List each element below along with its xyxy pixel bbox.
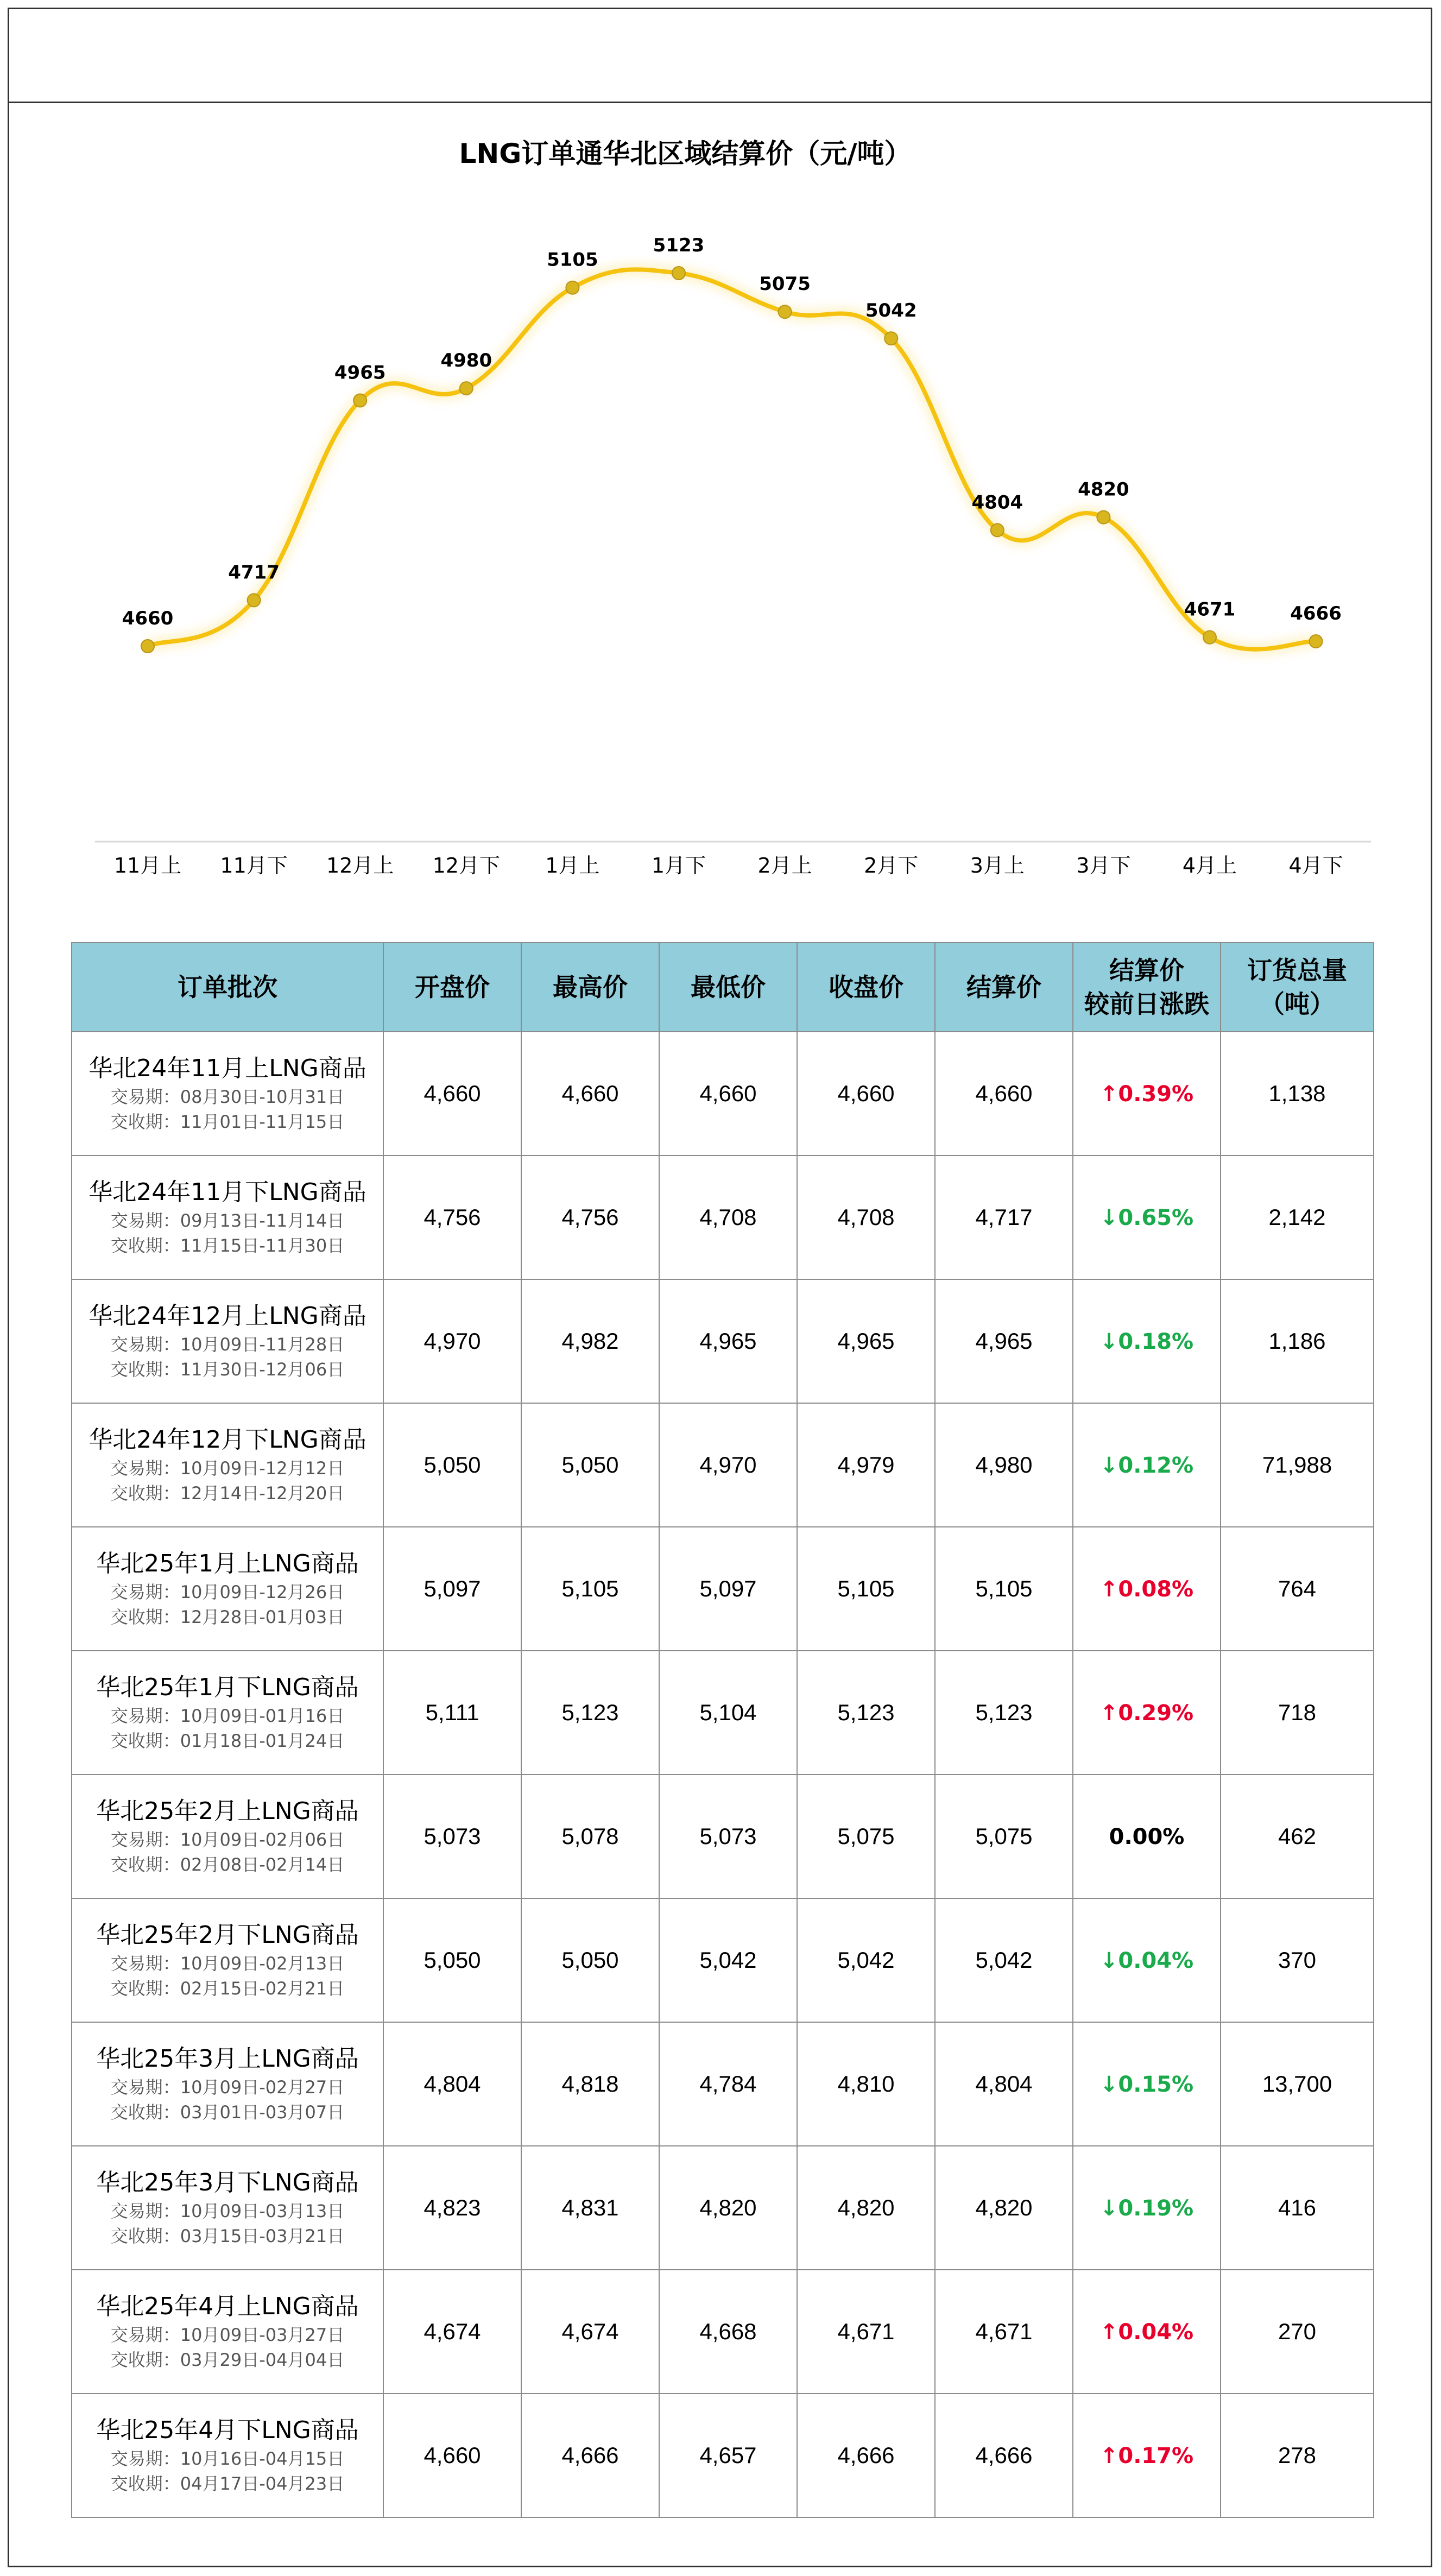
x-tick-label: 3月上 [970,854,1025,877]
x-tick-label: 4月下 [1288,854,1343,877]
table-row [72,1651,1374,1775]
table-row [72,2270,1374,2394]
table-row [72,1403,1374,1527]
low-price-cell: 4,708 [659,1156,797,1279]
change-cell [1073,2146,1221,2270]
batch-name: 华北25年4月上LNG商品 [96,2293,359,2320]
settle-price-cell: 4,820 [935,2146,1073,2270]
change-cell [1073,1898,1221,2022]
data-label: 5075 [759,273,811,295]
data-label: 5042 [865,300,917,322]
high-price-cell: 5,050 [521,1403,659,1527]
batch-period: 交收期：02月15日-02月21日 [110,1978,345,1999]
data-point[interactable] [991,523,1004,536]
volume-cell: 278 [1221,2394,1374,2517]
table-row [72,1527,1374,1651]
data-label: 4820 [1078,478,1129,501]
volume-cell: 764 [1221,1527,1374,1651]
x-tick-label: 2月下 [864,854,919,877]
batch-period: 交易期：08月30日-10月31日 [110,1087,345,1107]
close-price-cell: 5,075 [797,1775,935,1898]
table-body [72,1032,1374,2517]
column-header: 订单批次 [72,943,383,1032]
batch-period: 交易期：10月09日-03月13日 [110,2201,345,2221]
open-price-cell: 4,970 [383,1279,521,1403]
column-header: 订货总量 （吨） [1221,943,1374,1032]
batch-cell [72,1279,383,1403]
close-price-cell: 4,708 [797,1156,935,1279]
low-price-cell: 5,042 [659,1898,797,2022]
batch-cell [72,1898,383,2022]
volume-cell: 71,988 [1221,1403,1374,1527]
batch-period: 交收期：03月29日-04月04日 [110,2350,345,2370]
batch-name: 华北25年2月下LNG商品 [96,1921,359,1949]
settle-price-cell: 4,671 [935,2270,1073,2394]
batch-period: 交收期：03月01日-03月07日 [110,2102,345,2123]
open-price-cell: 4,660 [383,2394,521,2517]
data-point[interactable] [353,394,366,407]
close-price-cell: 4,965 [797,1279,935,1403]
batch-period: 交易期：10月09日-02月13日 [110,1953,345,1974]
batch-name: 华北24年12月下LNG商品 [89,1426,366,1454]
batch-name: 华北25年1月下LNG商品 [96,1674,359,1701]
batch-period: 交易期：10月09日-03月27日 [110,2325,345,2345]
close-price-cell: 5,042 [797,1898,935,2022]
high-price-cell: 4,666 [521,2394,659,2517]
volume-cell: 2,142 [1221,1156,1374,1279]
high-price-cell: 4,818 [521,2022,659,2146]
x-tick-label: 1月上 [545,854,600,877]
batch-cell [72,1651,383,1775]
open-price-cell: 4,756 [383,1156,521,1279]
settle-price-cell: 4,666 [935,2394,1073,2517]
change-value: 0.00% [1109,1824,1185,1849]
batch-cell [72,1032,383,1156]
data-label: 4660 [122,608,174,629]
batch-cell [72,2022,383,2146]
open-price-cell: 5,097 [383,1527,521,1651]
column-header: 结算价 较前日涨跌 [1073,943,1221,1032]
x-tick-label: 12月上 [326,854,394,877]
table-row [72,1279,1374,1403]
table-row [72,2394,1374,2517]
low-price-cell: 4,820 [659,2146,797,2270]
data-point[interactable] [672,267,685,280]
settle-price-cell: 4,980 [935,1403,1073,1527]
batch-name: 华北25年3月上LNG商品 [96,2045,359,2073]
high-price-cell: 4,660 [521,1032,659,1156]
volume-cell: 370 [1221,1898,1374,2022]
data-label: 4671 [1184,598,1236,621]
batch-period: 交易期：10月09日-02月06日 [110,1829,345,1850]
batch-name: 华北24年11月上LNG商品 [89,1055,366,1082]
batch-period: 交易期：09月13日-11月14日 [110,1210,345,1231]
x-tick-label: 2月上 [757,854,812,877]
x-tick-label: 12月下 [432,854,500,877]
change-value: ↓0.04% [1099,1948,1194,1973]
column-header: 开盘价 [383,943,521,1032]
settle-price-cell: 5,105 [935,1527,1073,1651]
change-cell [1073,1279,1221,1403]
high-price-cell: 5,105 [521,1527,659,1651]
open-price-cell: 4,804 [383,2022,521,2146]
open-price-cell: 4,660 [383,1032,521,1156]
settle-price-cell: 4,965 [935,1279,1073,1403]
change-value: ↑0.39% [1099,1082,1194,1107]
table-row [72,1032,1374,1156]
low-price-cell: 4,668 [659,2270,797,2394]
batch-period: 交收期：03月15日-03月21日 [110,2226,345,2246]
batch-name: 华北25年1月上LNG商品 [96,1550,359,1577]
data-label: 4965 [334,362,386,384]
x-tick-label: 4月上 [1182,854,1237,877]
high-price-cell: 4,982 [521,1279,659,1403]
close-price-cell: 5,123 [797,1651,935,1775]
price-table [71,942,1374,2518]
high-price-cell: 4,756 [521,1156,659,1279]
batch-name: 华北25年4月下LNG商品 [96,2416,359,2444]
x-tick-label: 3月下 [1076,854,1131,877]
batch-period: 交收期：01月18日-01月24日 [110,1731,345,1751]
column-header: 收盘价 [797,943,935,1032]
batch-name: 华北24年12月上LNG商品 [89,1302,366,1330]
change-value: ↓0.18% [1099,1329,1194,1354]
batch-name: 华北25年2月上LNG商品 [96,1797,359,1825]
change-cell [1073,1032,1221,1156]
low-price-cell: 4,965 [659,1279,797,1403]
table-row [72,2022,1374,2146]
data-label: 4980 [440,350,492,372]
table-header-row [72,943,1374,1032]
low-price-cell: 4,970 [659,1403,797,1527]
change-cell [1073,2270,1221,2394]
data-point[interactable] [460,382,473,395]
close-price-cell: 4,666 [797,2394,935,2517]
volume-cell: 1,138 [1221,1032,1374,1156]
high-price-cell: 5,050 [521,1898,659,2022]
batch-period: 交收期：02月08日-02月14日 [110,1854,345,1875]
data-point[interactable] [566,281,579,294]
volume-cell: 270 [1221,2270,1374,2394]
data-label: 4717 [228,561,280,584]
data-point[interactable] [141,640,154,653]
settle-price-cell: 5,042 [935,1898,1073,2022]
change-value: ↑0.29% [1099,1701,1194,1726]
batch-period: 交收期：11月15日-11月30日 [110,1235,345,1256]
volume-cell: 462 [1221,1775,1374,1898]
batch-name: 华北25年3月下LNG商品 [96,2169,359,2196]
close-price-cell: 4,979 [797,1403,935,1527]
open-price-cell: 5,050 [383,1898,521,2022]
batch-cell [72,2146,383,2270]
x-tick-label: 1月下 [651,854,706,877]
settle-price-cell: 4,660 [935,1032,1073,1156]
high-price-cell: 5,078 [521,1775,659,1898]
high-price-cell: 5,123 [521,1651,659,1775]
low-price-cell: 4,784 [659,2022,797,2146]
close-price-cell: 4,820 [797,2146,935,2270]
column-header: 结算价 [935,943,1073,1032]
change-value: ↓0.65% [1099,1205,1194,1230]
change-value: ↑0.04% [1099,2320,1194,2345]
change-value: ↑0.08% [1099,1577,1194,1602]
data-point[interactable] [1097,511,1110,524]
data-point[interactable] [248,594,261,607]
close-price-cell: 5,105 [797,1527,935,1651]
change-cell [1073,1651,1221,1775]
change-value: ↓0.12% [1099,1453,1194,1478]
close-price-cell: 4,810 [797,2022,935,2146]
low-price-cell: 5,073 [659,1775,797,1898]
line-layer [148,269,1316,649]
volume-cell: 1,186 [1221,1279,1374,1403]
x-tick-label: 11月上 [113,854,182,877]
close-price-cell: 4,660 [797,1032,935,1156]
batch-period: 交收期：11月30日-12月06日 [110,1359,345,1380]
change-value: ↓0.15% [1099,2072,1194,2097]
open-price-cell: 5,111 [383,1651,521,1775]
change-cell [1073,2022,1221,2146]
column-header: 最高价 [521,943,659,1032]
volume-cell: 718 [1221,1651,1374,1775]
volume-cell: 416 [1221,2146,1374,2270]
data-label: 5105 [547,249,598,271]
blank-header-bar [8,8,1432,103]
batch-period: 交易期：10月09日-12月26日 [110,1582,345,1602]
batch-period: 交收期：12月14日-12月20日 [110,1483,345,1504]
data-label: 5123 [653,235,705,256]
data-point[interactable] [1203,631,1216,644]
batch-period: 交易期：10月09日-12月12日 [110,1458,345,1479]
change-cell [1073,2394,1221,2517]
change-cell [1073,1403,1221,1527]
table-row [72,1775,1374,1898]
batch-period: 交易期：10月16日-04月15日 [110,2448,345,2469]
batch-period: 交易期：10月09日-01月16日 [110,1706,345,1726]
close-price-cell: 4,671 [797,2270,935,2394]
data-label: 4666 [1290,603,1342,625]
table-row [72,1898,1374,2022]
batch-cell [72,1403,383,1527]
settle-price-cell: 5,075 [935,1775,1073,1898]
change-cell [1073,1775,1221,1898]
data-point[interactable] [779,305,792,318]
batch-period: 交收期：11月01日-11月15日 [110,1112,345,1132]
high-price-cell: 4,674 [521,2270,659,2394]
open-price-cell: 5,050 [383,1403,521,1527]
batch-period: 交易期：10月09日-02月27日 [110,2077,345,2098]
column-header: 最低价 [659,943,797,1032]
settlement-price-line-chart [0,103,1441,918]
marks-layer [114,235,1343,877]
change-cell [1073,1527,1221,1651]
low-price-cell: 4,660 [659,1032,797,1156]
open-price-cell: 5,073 [383,1775,521,1898]
batch-cell [72,1527,383,1651]
x-tick-label: 11月下 [220,854,288,877]
batch-cell [72,2270,383,2394]
low-price-cell: 5,097 [659,1527,797,1651]
data-point[interactable] [884,332,898,345]
high-price-cell: 4,831 [521,2146,659,2270]
settle-price-cell: 5,123 [935,1651,1073,1775]
data-label: 4804 [971,491,1023,514]
chart-title: LNG订单通华北区域结算价（元/吨） [459,138,912,169]
low-price-cell: 4,657 [659,2394,797,2517]
batch-period: 交易期：10月09日-11月28日 [110,1334,345,1355]
table-row [72,1156,1374,1279]
low-price-cell: 5,104 [659,1651,797,1775]
series-line [148,269,1316,649]
change-cell [1073,1156,1221,1279]
batch-cell [72,1775,383,1898]
open-price-cell: 4,674 [383,2270,521,2394]
batch-period: 交收期：04月17日-04月23日 [110,2473,345,2494]
batch-cell [72,1156,383,1279]
table-row [72,2146,1374,2270]
open-price-cell: 4,823 [383,2146,521,2270]
volume-cell: 13,700 [1221,2022,1374,2146]
data-point[interactable] [1310,635,1323,648]
change-value: ↑0.17% [1099,2444,1194,2468]
batch-name: 华北24年11月下LNG商品 [89,1178,366,1206]
batch-period: 交收期：12月28日-01月03日 [110,1607,345,1627]
settle-price-cell: 4,804 [935,2022,1073,2146]
change-value: ↓0.19% [1099,2196,1194,2221]
batch-cell [72,2394,383,2517]
settle-price-cell: 4,717 [935,1156,1073,1279]
